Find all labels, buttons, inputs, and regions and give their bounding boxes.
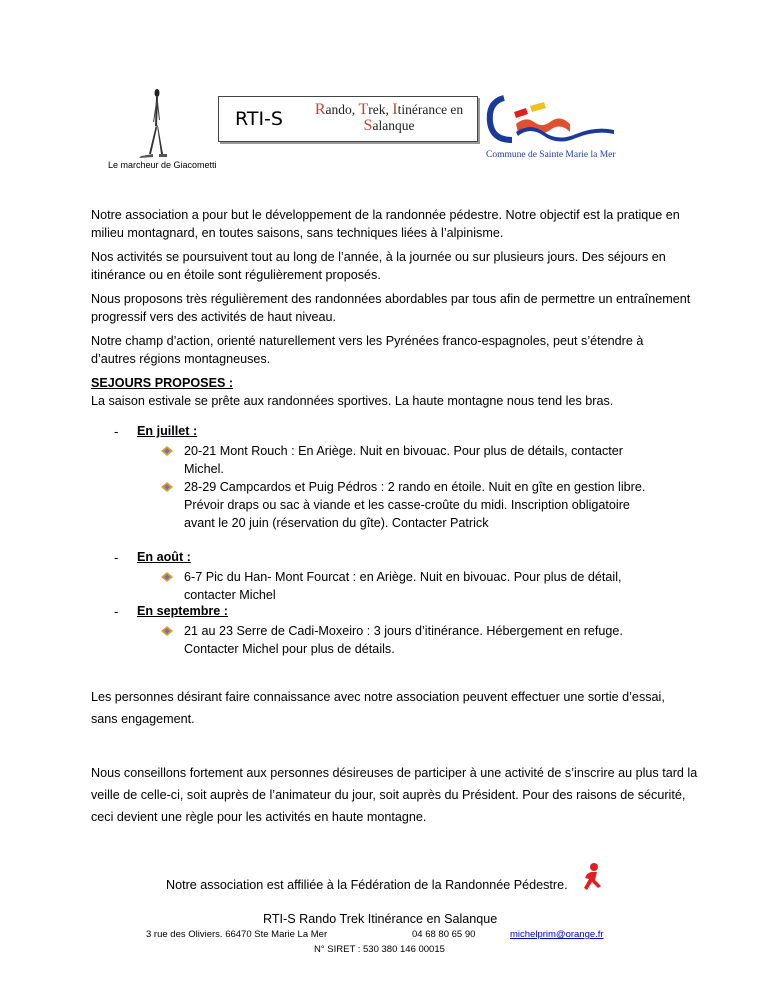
list-item — [160, 442, 660, 478]
month-july: En juillet : — [137, 424, 198, 438]
ffrp-runner-logo — [577, 862, 605, 892]
month-september: En septembre : — [137, 604, 228, 618]
month-august: En août : — [137, 550, 191, 564]
footer-siret: N° SIRET : 530 380 146 00015 — [314, 944, 445, 955]
walker-caption: Le marcheur de Giacometti — [108, 160, 217, 170]
outro-paragraph-2: Nous conseillons fortement aux personnes désireuses de participer à une activité de s’inscrire au plus tard la veille de celle-ci, soit auprès de l’animateur du jour, soit auprès du Président. Pour des raisons de sécurité, ceci devient une règle pour les activités en haute montagne. — [91, 766, 698, 824]
item-text: 28-29 Campcardos et Puig Pédros : 2 rando en étoile. Nuit en gîte en gestion libre. Prévoir draps ou sac à viande et les casse-croûte du midi. Inscription obligatoire avant le 20 juin (réservation du gîte). Contacter Patrick — [184, 480, 646, 530]
intro-paragraph-4: Notre champ d’action, orienté naturellement vers les Pyrénées franco-espagnoles, peut s’étendre à d’autres régions montagneuses. — [91, 334, 644, 366]
item-text: 21 au 23 Serre de Cadi-Moxeiro : 3 jours d’itinérance. Hébergement en refuge. Contacter Michel pour plus de détails. — [184, 624, 623, 656]
intro-paragraph-3: Nous proposons très régulièrement des randonnées abordables par tous afin de permettre un entraînement progressif vers des activités de haut niveau. — [91, 292, 691, 324]
item-text: 20-21 Mont Rouch : En Ariège. Nuit en bivouac. Pour plus de détails, contacter Michel. — [184, 444, 623, 476]
tagline — [299, 102, 479, 134]
tagline-word-itinerance: tinérance en — [397, 102, 464, 117]
intro-paragraph-2: Nos activités se poursuivent tout au long de l’année, à la journée ou sur plusieurs jours. Des séjours en itinérance ou en étoile sont régulièrement proposés. — [91, 250, 666, 282]
tagline-word-rando: ando, — [325, 102, 359, 117]
commune-caption: Commune de Sainte Marie la Mer — [486, 150, 616, 160]
sejours-heading: SEJOURS PROPOSES : — [91, 376, 234, 390]
dash-marker: - — [114, 550, 119, 565]
dash-marker: - — [114, 604, 119, 619]
dash-marker: - — [114, 424, 119, 439]
tagline-word-salanque: alanque — [372, 118, 415, 133]
list-item — [160, 478, 660, 532]
footer-org-name: RTI-S Rando Trek Itinérance en Salanque — [263, 912, 498, 926]
footer-address: 3 rue des Oliviers. 66470 Ste Marie La Mer — [146, 929, 328, 940]
list-item — [160, 622, 660, 658]
abbrev-title: RTI-S — [235, 108, 283, 130]
list-item — [160, 568, 660, 604]
tagline-cap-r: R — [314, 101, 326, 118]
affiliation-text: Notre association est affiliée à la Fédération de la Randonnée Pédestre. — [166, 878, 568, 892]
bullet-icon — [160, 571, 174, 583]
outro-paragraph-1: Les personnes désirant faire connaissance avec notre association peuvent effectuer une sortie d’essai, sans engagement. — [91, 690, 665, 726]
giacometti-walker-image — [133, 88, 169, 160]
header-title-box — [218, 96, 478, 142]
sejours-lead: La saison estivale se prête aux randonnées sportives. La haute montagne nous tend les bras. — [91, 394, 614, 408]
item-text: 6-7 Pic du Han- Mont Fourcat : en Ariège. Nuit en bivouac. Pour plus de détail, contacter Michel — [184, 570, 622, 602]
footer-email-link[interactable]: michelprim@orange.fr — [510, 929, 604, 940]
tagline-cap-t: T — [358, 101, 369, 118]
bullet-icon — [160, 445, 174, 457]
bullet-icon — [160, 625, 174, 637]
bullet-icon — [160, 481, 174, 493]
intro-paragraph-1: Notre association a pour but le développement de la randonnée pédestre. Notre objectif est la pratique en milieu montagnard, en toutes saisons, sans techniques liées à l’alpinisme. — [91, 208, 680, 240]
tagline-cap-s: S — [363, 117, 373, 134]
commune-logo — [486, 92, 616, 148]
tagline-word-trek: rek, — [368, 102, 393, 117]
tagline-cap-i: I — [392, 101, 398, 118]
footer-phone: 04 68 80 65 90 — [412, 929, 476, 940]
